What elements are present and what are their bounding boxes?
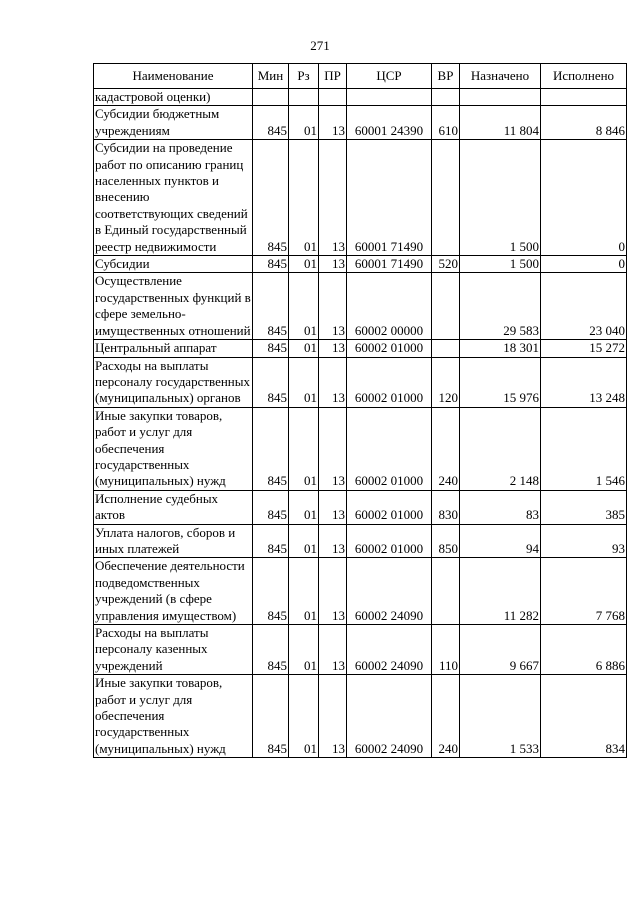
row-vr [432, 558, 460, 625]
row-executed: 23 040 [541, 273, 627, 340]
row-pr: 13 [319, 256, 347, 273]
row-rz: 01 [289, 140, 319, 256]
table-row [94, 490, 627, 524]
row-pr: 13 [319, 140, 347, 256]
row-min: 845 [253, 273, 289, 340]
row-csr: 60001 71490 [347, 256, 432, 273]
row-assigned: 83 [460, 490, 541, 524]
row-rz: 01 [289, 558, 319, 625]
row-csr: 60002 24090 [347, 675, 432, 758]
row-rz: 01 [289, 273, 319, 340]
row-rz: 01 [289, 490, 319, 524]
row-min: 845 [253, 625, 289, 675]
row-executed: 1 546 [541, 407, 627, 490]
table-row [94, 675, 627, 758]
table-row [94, 273, 627, 340]
row-assigned [460, 89, 541, 106]
row-executed: 15 272 [541, 340, 627, 357]
row-name: Субсидии на проведение работ по описанию границ населенных пунктов и внесению соответствующих сведений в Единый государственный реестр недвижимости [94, 140, 253, 256]
row-min [253, 89, 289, 106]
row-name: Иные закупки товаров, работ и услуг для обеспечения государственных (муниципальных) нужд [94, 675, 253, 758]
row-vr [432, 140, 460, 256]
row-pr: 13 [319, 357, 347, 407]
table-header-row [94, 64, 627, 89]
row-csr: 60002 01000 [347, 490, 432, 524]
row-executed: 0 [541, 140, 627, 256]
table-row [94, 256, 627, 273]
row-pr: 13 [319, 407, 347, 490]
table-row [94, 89, 627, 106]
row-min: 845 [253, 140, 289, 256]
row-rz: 01 [289, 106, 319, 140]
header-min: Мин [253, 64, 289, 89]
table-row [94, 106, 627, 140]
row-csr: 60002 01000 [347, 524, 432, 558]
table-row [94, 524, 627, 558]
row-min: 845 [253, 558, 289, 625]
row-rz: 01 [289, 357, 319, 407]
header-assigned: Назначено [460, 64, 541, 89]
row-csr: 60002 00000 [347, 273, 432, 340]
row-csr: 60002 01000 [347, 340, 432, 357]
row-name: Расходы на выплаты персоналу государственных (муниципальных) органов [94, 357, 253, 407]
row-min: 845 [253, 106, 289, 140]
row-executed: 834 [541, 675, 627, 758]
header-pr: ПР [319, 64, 347, 89]
row-assigned: 2 148 [460, 407, 541, 490]
row-name: Исполнение судебных актов [94, 490, 253, 524]
row-executed: 13 248 [541, 357, 627, 407]
header-name: Наименование [94, 64, 253, 89]
row-vr: 520 [432, 256, 460, 273]
row-pr: 13 [319, 490, 347, 524]
row-assigned: 1 500 [460, 140, 541, 256]
row-assigned: 15 976 [460, 357, 541, 407]
row-name: Субсидии бюджетным учреждениям [94, 106, 253, 140]
row-pr [319, 89, 347, 106]
row-executed: 385 [541, 490, 627, 524]
header-csr: ЦСР [347, 64, 432, 89]
row-csr: 60001 24390 [347, 106, 432, 140]
table-row [94, 140, 627, 256]
row-vr: 120 [432, 357, 460, 407]
header-vr: ВР [432, 64, 460, 89]
budget-table [93, 63, 627, 758]
row-name: Уплата налогов, сборов и иных платежей [94, 524, 253, 558]
row-assigned: 9 667 [460, 625, 541, 675]
row-name: Иные закупки товаров, работ и услуг для обеспечения государственных (муниципальных) нужд [94, 407, 253, 490]
row-executed: 8 846 [541, 106, 627, 140]
row-vr: 830 [432, 490, 460, 524]
header-executed: Исполнено [541, 64, 627, 89]
row-assigned: 1 500 [460, 256, 541, 273]
row-csr: 60001 71490 [347, 140, 432, 256]
header-rz: Рз [289, 64, 319, 89]
row-vr: 240 [432, 675, 460, 758]
row-vr [432, 89, 460, 106]
row-pr: 13 [319, 675, 347, 758]
row-pr: 13 [319, 625, 347, 675]
row-executed: 0 [541, 256, 627, 273]
row-assigned: 1 533 [460, 675, 541, 758]
row-assigned: 94 [460, 524, 541, 558]
row-executed: 7 768 [541, 558, 627, 625]
row-min: 845 [253, 524, 289, 558]
row-name: Расходы на выплаты персоналу казенных учреждений [94, 625, 253, 675]
row-rz: 01 [289, 625, 319, 675]
row-vr: 850 [432, 524, 460, 558]
row-pr: 13 [319, 524, 347, 558]
row-rz: 01 [289, 524, 319, 558]
row-rz: 01 [289, 340, 319, 357]
row-rz: 01 [289, 256, 319, 273]
row-vr: 110 [432, 625, 460, 675]
row-min: 845 [253, 490, 289, 524]
row-assigned: 11 804 [460, 106, 541, 140]
row-pr: 13 [319, 106, 347, 140]
row-csr: 60002 24090 [347, 558, 432, 625]
row-executed: 6 886 [541, 625, 627, 675]
row-rz: 01 [289, 407, 319, 490]
row-rz: 01 [289, 675, 319, 758]
row-name: кадастровой оценки) [94, 89, 253, 106]
row-pr: 13 [319, 558, 347, 625]
table-row [94, 357, 627, 407]
row-name: Осуществление государственных функций в сфере земельно-имущественных отношений [95, 273, 251, 338]
row-min: 845 [253, 256, 289, 273]
row-min: 845 [253, 340, 289, 357]
row-name: Субсидии [94, 256, 253, 273]
row-vr [432, 340, 460, 357]
row-rz [289, 89, 319, 106]
row-vr: 240 [432, 407, 460, 490]
row-name: Центральный аппарат [94, 340, 253, 357]
row-csr [347, 89, 432, 106]
row-min: 845 [253, 675, 289, 758]
table-row [94, 340, 627, 357]
row-assigned: 11 282 [460, 558, 541, 625]
table-row [94, 625, 627, 675]
row-assigned: 29 583 [460, 273, 541, 340]
row-csr: 60002 01000 [347, 407, 432, 490]
row-min: 845 [253, 357, 289, 407]
row-vr: 610 [432, 106, 460, 140]
row-name: Обеспечение деятельности подведомственных учреждений (в сфере управления имуществом) [94, 558, 253, 625]
row-assigned: 18 301 [460, 340, 541, 357]
row-csr: 60002 01000 [347, 357, 432, 407]
row-min: 845 [253, 407, 289, 490]
table-row [94, 407, 627, 490]
row-pr: 13 [319, 340, 347, 357]
page-number: 271 [310, 38, 330, 53]
row-pr: 13 [319, 273, 347, 340]
row-csr: 60002 24090 [347, 625, 432, 675]
table-row [94, 558, 627, 625]
row-executed [541, 89, 627, 106]
row-vr [432, 273, 460, 340]
row-executed: 93 [541, 524, 627, 558]
